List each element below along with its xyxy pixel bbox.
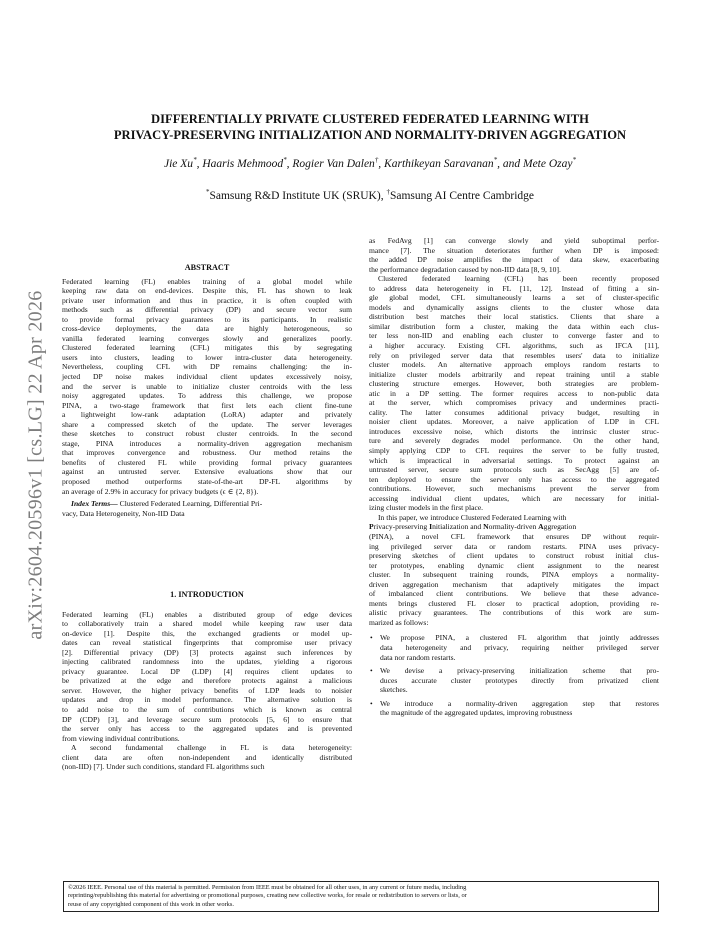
text-line: as FedAvg [1] can converge slowly and yield suboptimal perfor- bbox=[369, 236, 659, 245]
text-line: the added DP noise amplifies the impact of data skew, exacerbating bbox=[369, 255, 659, 265]
text-line: We propose PINA, a clustered FL algorithm that jointly addresses bbox=[380, 633, 659, 643]
text-line: clustering structure emerges. However, both strategies are problem- bbox=[369, 379, 659, 389]
text-line: injecting calibrated randomness into the updates, yielding a rigorous bbox=[62, 657, 352, 667]
intro-paragraph-2 bbox=[62, 743, 352, 772]
text-line: ture and severely degrades model performance. On the other hand, bbox=[369, 436, 659, 446]
text-line: benefits of clustered FL while providing formal privacy guarantees bbox=[62, 457, 352, 467]
text-line: Clustered federated learning (CFL) mitigates this by segregating bbox=[62, 343, 352, 353]
text-line: ten deployed to ensure the server only has access to the aggregated bbox=[369, 474, 659, 484]
text-line: updates and drop in model performance. The alternative solution is bbox=[62, 695, 352, 705]
pina-word: rivacy-preserving bbox=[373, 522, 430, 532]
affiliation-line bbox=[60, 190, 680, 202]
pina-word: ormality-driven bbox=[488, 522, 539, 532]
index-terms bbox=[62, 499, 352, 509]
index-terms-line: Clustered Federated Learning, Differential Pri- bbox=[117, 499, 263, 509]
paper-title bbox=[60, 111, 680, 143]
author-name: Haaris Mehmood bbox=[202, 158, 284, 170]
text-line: methods such as differential privacy (DP) and secure vector sum bbox=[62, 305, 352, 315]
pina-paragraph-body bbox=[369, 532, 659, 627]
pina-letter: P bbox=[369, 522, 374, 532]
text-line: preserving sketches of client updates to construct robust initial clus- bbox=[369, 551, 659, 561]
author-mark: * bbox=[572, 156, 576, 165]
text-line: A second fundamental challenge in FL is data heterogeneity: bbox=[71, 743, 352, 753]
text-line: to collaboratively train a shared model while keeping raw user data bbox=[62, 619, 352, 629]
author-list bbox=[60, 158, 680, 170]
text-line: the performance degradation caused by non-IID data [8, 9, 10]. bbox=[369, 264, 561, 274]
text-line: noisy aggregated updates. To address this challenge, we propose bbox=[62, 391, 352, 401]
text-line: which is impractical in adversarial settings. To protect against an bbox=[369, 455, 659, 465]
text-line: these sketches to construct robust cluster centroids. In the second bbox=[62, 429, 352, 439]
text-line: Nevertheless, coupling CFL with DP remains challenging: the in- bbox=[62, 362, 352, 372]
text-line: dates can reveal statistical fingerprints that compromise user privacy bbox=[62, 638, 352, 648]
title-line-2: PRIVACY-PRESERVING INITIALIZATION AND NORMALITY-DRIVEN AGGREGATION bbox=[113, 128, 627, 142]
copyright-notice bbox=[63, 881, 659, 912]
author-name: Mete Ozay bbox=[522, 158, 573, 170]
intro-paragraph-1 bbox=[62, 610, 352, 744]
text-line: (PINA), a novel CFL framework that ensures DP without requir- bbox=[369, 531, 659, 541]
affiliation-name: Samsung AI Centre Cambridge bbox=[389, 190, 535, 202]
text-line: DP (CDP) [3], and leverage secure sum protocols [5, 6] to ensure that bbox=[62, 714, 352, 724]
affiliation-mark: * bbox=[205, 188, 210, 197]
copyright-line: reuse of any copyrighted component of this work in other works. bbox=[68, 900, 234, 908]
text-line: against an untrusted server. Extensive evaluations show that our bbox=[62, 467, 352, 477]
author-separator: , bbox=[196, 158, 203, 170]
text-line: from viewing individual contributions. bbox=[62, 733, 180, 743]
title-line-1: DIFFERENTIALLY PRIVATE CLUSTERED FEDERATED LEARNING WITH bbox=[151, 112, 589, 126]
contribution-item bbox=[369, 699, 659, 718]
text-line: private user information and thus in practice, it is often coupled with bbox=[62, 295, 352, 305]
affiliation-mark: † bbox=[386, 188, 390, 197]
index-terms-label: Index Terms— bbox=[71, 499, 118, 509]
text-line: privacy guarantee. Local DP (LDP) [4] requires client updates to bbox=[62, 666, 352, 676]
text-line: introduces excessive noise, which distorts the intrinsic cluster struc- bbox=[369, 426, 659, 436]
abstract-heading: ABSTRACT bbox=[184, 263, 230, 272]
introduction-section bbox=[62, 590, 352, 772]
arxiv-stamp: arXiv:2604.20596v1 [cs.LG] 22 Apr 2026 bbox=[24, 290, 47, 640]
text-line: on-device [1]. Despite this, the exchanged gradients or model up- bbox=[62, 628, 352, 638]
text-line: We introduce a normality-driven aggregation step that restores bbox=[380, 698, 659, 708]
text-line: initialize cluster models arbitrarily and repeat training until a stable bbox=[369, 369, 659, 379]
intro-paragraph-continued bbox=[369, 236, 659, 274]
pina-word: nitialization and bbox=[432, 522, 484, 532]
text-line: to provide formal privacy guarantees to its participants. In realistic bbox=[62, 314, 352, 324]
text-line: an average of 2.9% in accuracy for privacy budgets (ϵ ∈ {2, 8}). bbox=[62, 486, 259, 496]
text-line: stage, PINA introduces a normality-driven aggregation mechanism bbox=[62, 438, 352, 448]
text-line: the server only has access to the aggregated updates and is prevented bbox=[62, 724, 352, 734]
text-line: ter prototypes, enabling dynamic client assignment to the nearest bbox=[369, 560, 659, 570]
text-line: mance [7]. The situation deteriorates further when DP is imposed: bbox=[369, 245, 659, 255]
author-name: Jie Xu bbox=[164, 158, 194, 170]
text-line: [2]. Differential privacy (DP) [3] protects against such inferences by bbox=[62, 647, 352, 657]
text-line: keeping raw data on end-devices. Despite this, FL has shown to leak bbox=[62, 286, 352, 296]
text-line: a lightweight low-rank adaptation (LoRA) adapter and privately bbox=[62, 410, 352, 420]
text-line: duces accurate cluster prototypes directly from privatized client bbox=[380, 675, 659, 685]
copyright-line: reprinting/republishing this material for advertising or promotional purposes, creating new collective works, for resale or redistribution to servers or lists, or bbox=[68, 892, 467, 900]
text-line: gle global model, CFL simultaneously learns a set of cluster-specific bbox=[369, 293, 659, 303]
text-line: to add noise to the sum of contributions which is known as central bbox=[62, 705, 352, 715]
pina-letter: A bbox=[538, 522, 544, 532]
text-line: of imbalanced client contributions. We believe that these advance- bbox=[369, 589, 659, 599]
text-line: cluster. In subsequent training rounds, PINA employs a normality- bbox=[369, 570, 659, 580]
bullet-icon: • bbox=[370, 633, 373, 643]
text-line: simply applying CDP to CFL requires the server to be fully trusted, bbox=[369, 446, 659, 456]
pina-letter: N bbox=[483, 522, 489, 532]
text-line: data heterogeneity and privacy, requiring neither privileged server bbox=[380, 642, 659, 652]
author-mark: * bbox=[193, 156, 197, 165]
text-line: (non-IID) [7]. Under such conditions, standard FL algorithms such bbox=[62, 762, 265, 772]
text-line: vanilla federated learning converges slowly and generalizes poorly. bbox=[62, 333, 352, 343]
text-line: ments brings clustered FL closer to practical adoption, providing re- bbox=[369, 598, 659, 608]
text-line: at the server, which compromises privacy and undermines practi- bbox=[369, 398, 659, 408]
contribution-list bbox=[369, 633, 659, 717]
abstract-section bbox=[62, 263, 352, 518]
text-line: similar distribution form a cluster, making the data within each clus- bbox=[369, 321, 659, 331]
contribution-item bbox=[369, 633, 659, 662]
copyright-line: ©2026 IEEE. Personal use of this material is permitted. Permission from IEEE must be obtained for all other uses, in any current or future media, including bbox=[68, 884, 467, 891]
text-line: and the server is unable to initialize cluster centroids with the less bbox=[62, 381, 352, 391]
text-line: In this paper, we introduce Clustered Federated Learning with bbox=[378, 512, 567, 522]
text-line: Federated learning (FL) enables training of a global model while bbox=[62, 276, 352, 286]
text-line: the magnitude of the aggregated updates, improving robustness bbox=[380, 708, 573, 718]
author-mark: * bbox=[493, 156, 498, 165]
text-line: that improves convergence and robustness. Our method retains the bbox=[62, 448, 352, 458]
text-line: Clustered federated learning (CFL) has been recently proposed bbox=[378, 274, 659, 284]
text-line: server. However, the higher privacy benefits of LDP leads to noisier bbox=[62, 685, 352, 695]
text-line: ter less non-IID and enabling each cluster to converge faster and to bbox=[369, 331, 659, 341]
text-line: cluster models. An alternative approach employs random restarts to bbox=[369, 360, 659, 370]
text-line: accessing individual client updates, which are necessary for initial- bbox=[369, 493, 659, 503]
text-line: Federated learning (FL) enables a distributed group of edge devices bbox=[62, 609, 352, 619]
text-line: We devise a privacy-preserving initialization scheme that pro- bbox=[380, 666, 659, 676]
pina-paragraph bbox=[369, 513, 659, 628]
affiliation-name: Samsung R&D Institute UK (SRUK), bbox=[209, 190, 387, 202]
author-separator: , bbox=[378, 158, 385, 170]
text-line: cross-device deployments, the data are highly heterogeneous, so bbox=[62, 324, 352, 334]
text-line: models and dynamically assigns clients to the cluster whose data bbox=[369, 302, 659, 312]
text-line: be privatized at the edge and therefore protects against a malicious bbox=[62, 676, 352, 686]
right-column bbox=[369, 236, 659, 718]
author-separator: , and bbox=[497, 158, 523, 170]
text-line: proposed method outperforms state-of-the-art DP-FL algorithms by bbox=[62, 477, 352, 487]
pina-name-line bbox=[369, 522, 659, 532]
text-line: data nor random restarts. bbox=[380, 652, 456, 662]
pina-word: ggregation bbox=[543, 522, 577, 532]
pina-letter: I bbox=[429, 522, 433, 532]
text-line: driven aggregation mechanism that adaptively mitigates the impact bbox=[369, 579, 659, 589]
text-line: PINA, a two-stage framework that first lets each client fine-tune bbox=[62, 400, 352, 410]
abstract-body bbox=[62, 277, 352, 497]
author-mark: * bbox=[283, 156, 287, 165]
bullet-icon: • bbox=[370, 666, 373, 676]
text-line: atic in a DP setting. The former requires access to non-public data bbox=[369, 388, 659, 398]
contribution-item bbox=[369, 666, 659, 695]
introduction-heading: 1. INTRODUCTION bbox=[170, 590, 244, 599]
text-line: users into clusters, leading to lower intra-cluster data heterogeneity. bbox=[62, 352, 352, 362]
text-line: client data are often non-independent and identically distributed bbox=[62, 752, 352, 762]
text-line: share a compressed sketch of the update. The server leverages bbox=[62, 419, 352, 429]
bullet-icon: • bbox=[370, 698, 373, 708]
text-line: cality. The latter consumes additional privacy budget, resulting in bbox=[369, 407, 659, 417]
cfl-paragraph bbox=[369, 274, 659, 513]
text-line: to address data heterogeneity in FL [11, 12]. Instead of fitting a sin- bbox=[369, 283, 659, 293]
text-line: rely on privileged server data that resembles users' data to initialize bbox=[369, 350, 659, 360]
text-line: izing cluster models in the first place. bbox=[369, 503, 484, 513]
text-line: noisier client updates. Moreover, a naive application of LDP in CFL bbox=[369, 417, 659, 427]
text-line: marized as follows: bbox=[369, 617, 429, 627]
author-mark: † bbox=[374, 156, 379, 165]
text-line: distribution best matches their local statistics. Clients that share a bbox=[369, 312, 659, 322]
text-line: a higher accuracy. Existing CFL algorithms, such as IFCA [11], bbox=[369, 341, 659, 351]
text-line: alistic privacy guarantees. The contributions of this work are sum- bbox=[369, 608, 659, 618]
text-line: untrusted server, secure sum protocols such as SecAgg [5] are of- bbox=[369, 465, 659, 475]
author-separator: , bbox=[286, 158, 293, 170]
author-name: Karthikeyan Saravanan bbox=[384, 158, 494, 170]
text-line: jected DP noise makes individual client updates excessively noisy, bbox=[62, 372, 352, 382]
author-name: Rogier Van Dalen bbox=[292, 158, 375, 170]
text-line: sketches. bbox=[380, 685, 408, 695]
text-line: ing privileged server data or random restarts. PINA uses privacy- bbox=[369, 541, 659, 551]
text-line: contributions. However, such mechanisms prevent the server from bbox=[369, 484, 659, 494]
index-terms-line: vacy, Data Heterogeneity, Non-IID Data bbox=[62, 508, 185, 518]
